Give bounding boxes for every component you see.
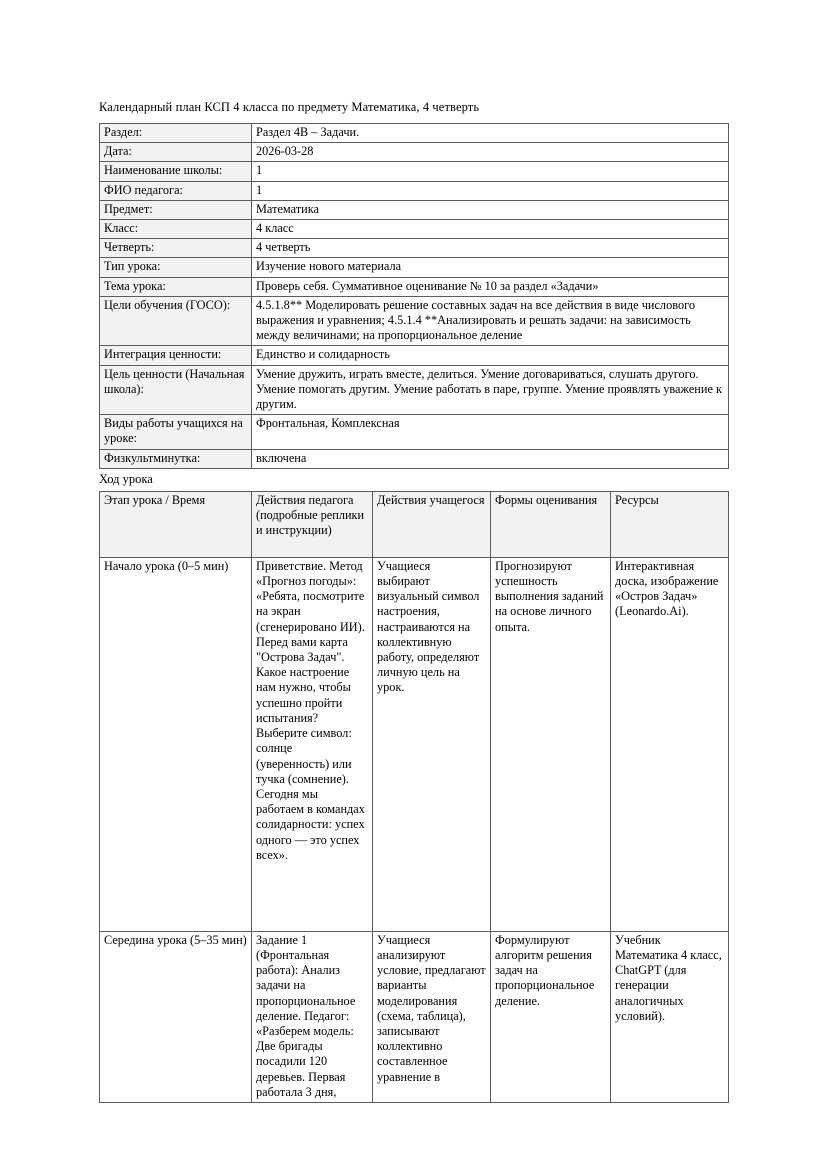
info-label: ФИО педагога: bbox=[100, 181, 252, 200]
page-title: Календарный план КСП 4 класса по предмету Математика, 4 четверть bbox=[99, 100, 480, 114]
lesson-flow-body bbox=[100, 557, 729, 1102]
cell-teacher-actions: Задание 1 (Фронтальная работа): Анализ задачи на пропорциональное деление. Педагог: «Разберем модель: Две бригады посадили 120 деревьев. Первая работала 3 дня, bbox=[252, 931, 373, 1102]
table-header-row bbox=[100, 491, 729, 557]
info-value: Раздел 4В – Задачи. bbox=[252, 124, 729, 143]
info-label: Физкультминутка: bbox=[100, 449, 252, 468]
info-label: Четверть: bbox=[100, 239, 252, 258]
info-value: Единство и солидарность bbox=[252, 346, 729, 365]
info-value: 2026-03-28 bbox=[252, 143, 729, 162]
info-label: Раздел: bbox=[100, 124, 252, 143]
lesson-flow-header bbox=[100, 491, 729, 557]
info-value: Умение дружить, играть вместе, делиться. Умение договариваться, слушать другого. Умение помогать другим. Умение работать в паре, группе. Умение проявлять уважение к другим. bbox=[252, 365, 729, 415]
info-value: 4.5.1.8** Моделировать решение составных задач на все действия в виде числового выражения и уравнения; 4.5.1.4 **Анализировать и решать задачи: на зависимость между величинами; на пропорциональное деление bbox=[252, 296, 729, 346]
info-value: 1 bbox=[252, 181, 729, 200]
table-row bbox=[100, 239, 729, 258]
info-label: Цель ценности (Начальная школа): bbox=[100, 365, 252, 415]
info-label: Тема урока: bbox=[100, 277, 252, 296]
lesson-flow-table bbox=[99, 491, 729, 1103]
cell-teacher-actions: Приветствие. Метод «Прогноз погоды»: «Ребята, посмотрите на экран (сгенерировано ИИ). Перед вами карта "Острова Задач". Какое настроение нам нужно, чтобы успешно пройти испытания? Выберите символ: солнце (уверенность) или тучка (сомнение). Сегодня мы работаем в командах солидарности: успех одного — это успех всех». bbox=[252, 557, 373, 931]
cell-stage: Середина урока (5–35 мин) bbox=[100, 931, 252, 1102]
lesson-info-body bbox=[100, 124, 729, 469]
info-value: Математика bbox=[252, 200, 729, 219]
table-row bbox=[100, 346, 729, 365]
cell-assessment-forms: Прогнозируют успешность выполнения заданий на основе личного опыта. bbox=[491, 557, 611, 931]
table-row bbox=[100, 931, 729, 1102]
document-content bbox=[99, 100, 728, 1103]
info-value: Изучение нового материала bbox=[252, 258, 729, 277]
info-label: Цели обучения (ГОСО): bbox=[100, 296, 252, 346]
info-value: 4 четверть bbox=[252, 239, 729, 258]
lesson-info-table bbox=[99, 123, 729, 469]
cell-stage: Начало урока (0–5 мин) bbox=[100, 557, 252, 931]
info-value: Проверь себя. Суммативное оценивание № 10 за раздел «Задачи» bbox=[252, 277, 729, 296]
info-value: 1 bbox=[252, 162, 729, 181]
table-row bbox=[100, 258, 729, 277]
table-row bbox=[100, 162, 729, 181]
table-row bbox=[100, 220, 729, 239]
table-row bbox=[100, 415, 729, 449]
info-label: Тип урока: bbox=[100, 258, 252, 277]
info-label: Наименование школы: bbox=[100, 162, 252, 181]
table-row bbox=[100, 143, 729, 162]
table-row bbox=[100, 449, 729, 468]
table-row bbox=[100, 296, 729, 346]
table-row bbox=[100, 365, 729, 415]
table-row bbox=[100, 200, 729, 219]
column-header-teacher-actions: Действия педагога (подробные реплики и инструкции) bbox=[252, 491, 373, 557]
table-row bbox=[100, 277, 729, 296]
cell-student-actions: Учащиеся выбирают визуальный символ настроения, настраиваются на коллективную работу, определяют личную цель на урок. bbox=[373, 557, 491, 931]
info-value: Фронтальная, Комплексная bbox=[252, 415, 729, 449]
column-header-assessment-forms: Формы оценивания bbox=[491, 491, 611, 557]
info-value: включена bbox=[252, 449, 729, 468]
lesson-flow-heading: Ход урока bbox=[99, 471, 153, 486]
table-row bbox=[100, 557, 729, 931]
cell-assessment-forms: Формулируют алгоритм решения задач на пропорциональное деление. bbox=[491, 931, 611, 1102]
table-row bbox=[100, 181, 729, 200]
info-label: Дата: bbox=[100, 143, 252, 162]
cell-resources: Учебник Математика 4 класс, ChatGPT (для генерации аналогичных условий). bbox=[611, 931, 729, 1102]
info-label: Виды работы учащихся на уроке: bbox=[100, 415, 252, 449]
info-label: Интеграция ценности: bbox=[100, 346, 252, 365]
column-header-student-actions: Действия учащегося bbox=[373, 491, 491, 557]
info-label: Предмет: bbox=[100, 200, 252, 219]
cell-resources: Интерактивная доска, изображение «Остров Задач» (Leonardo.Ai). bbox=[611, 557, 729, 931]
info-value: 4 класс bbox=[252, 220, 729, 239]
cell-student-actions: Учащиеся анализируют условие, предлагают варианты моделирования (схема, таблица), записывают коллективно составленное уравнение в bbox=[373, 931, 491, 1102]
info-label: Класс: bbox=[100, 220, 252, 239]
table-row bbox=[100, 124, 729, 143]
column-header-stage: Этап урока / Время bbox=[100, 491, 252, 557]
column-header-resources: Ресурсы bbox=[611, 491, 729, 557]
